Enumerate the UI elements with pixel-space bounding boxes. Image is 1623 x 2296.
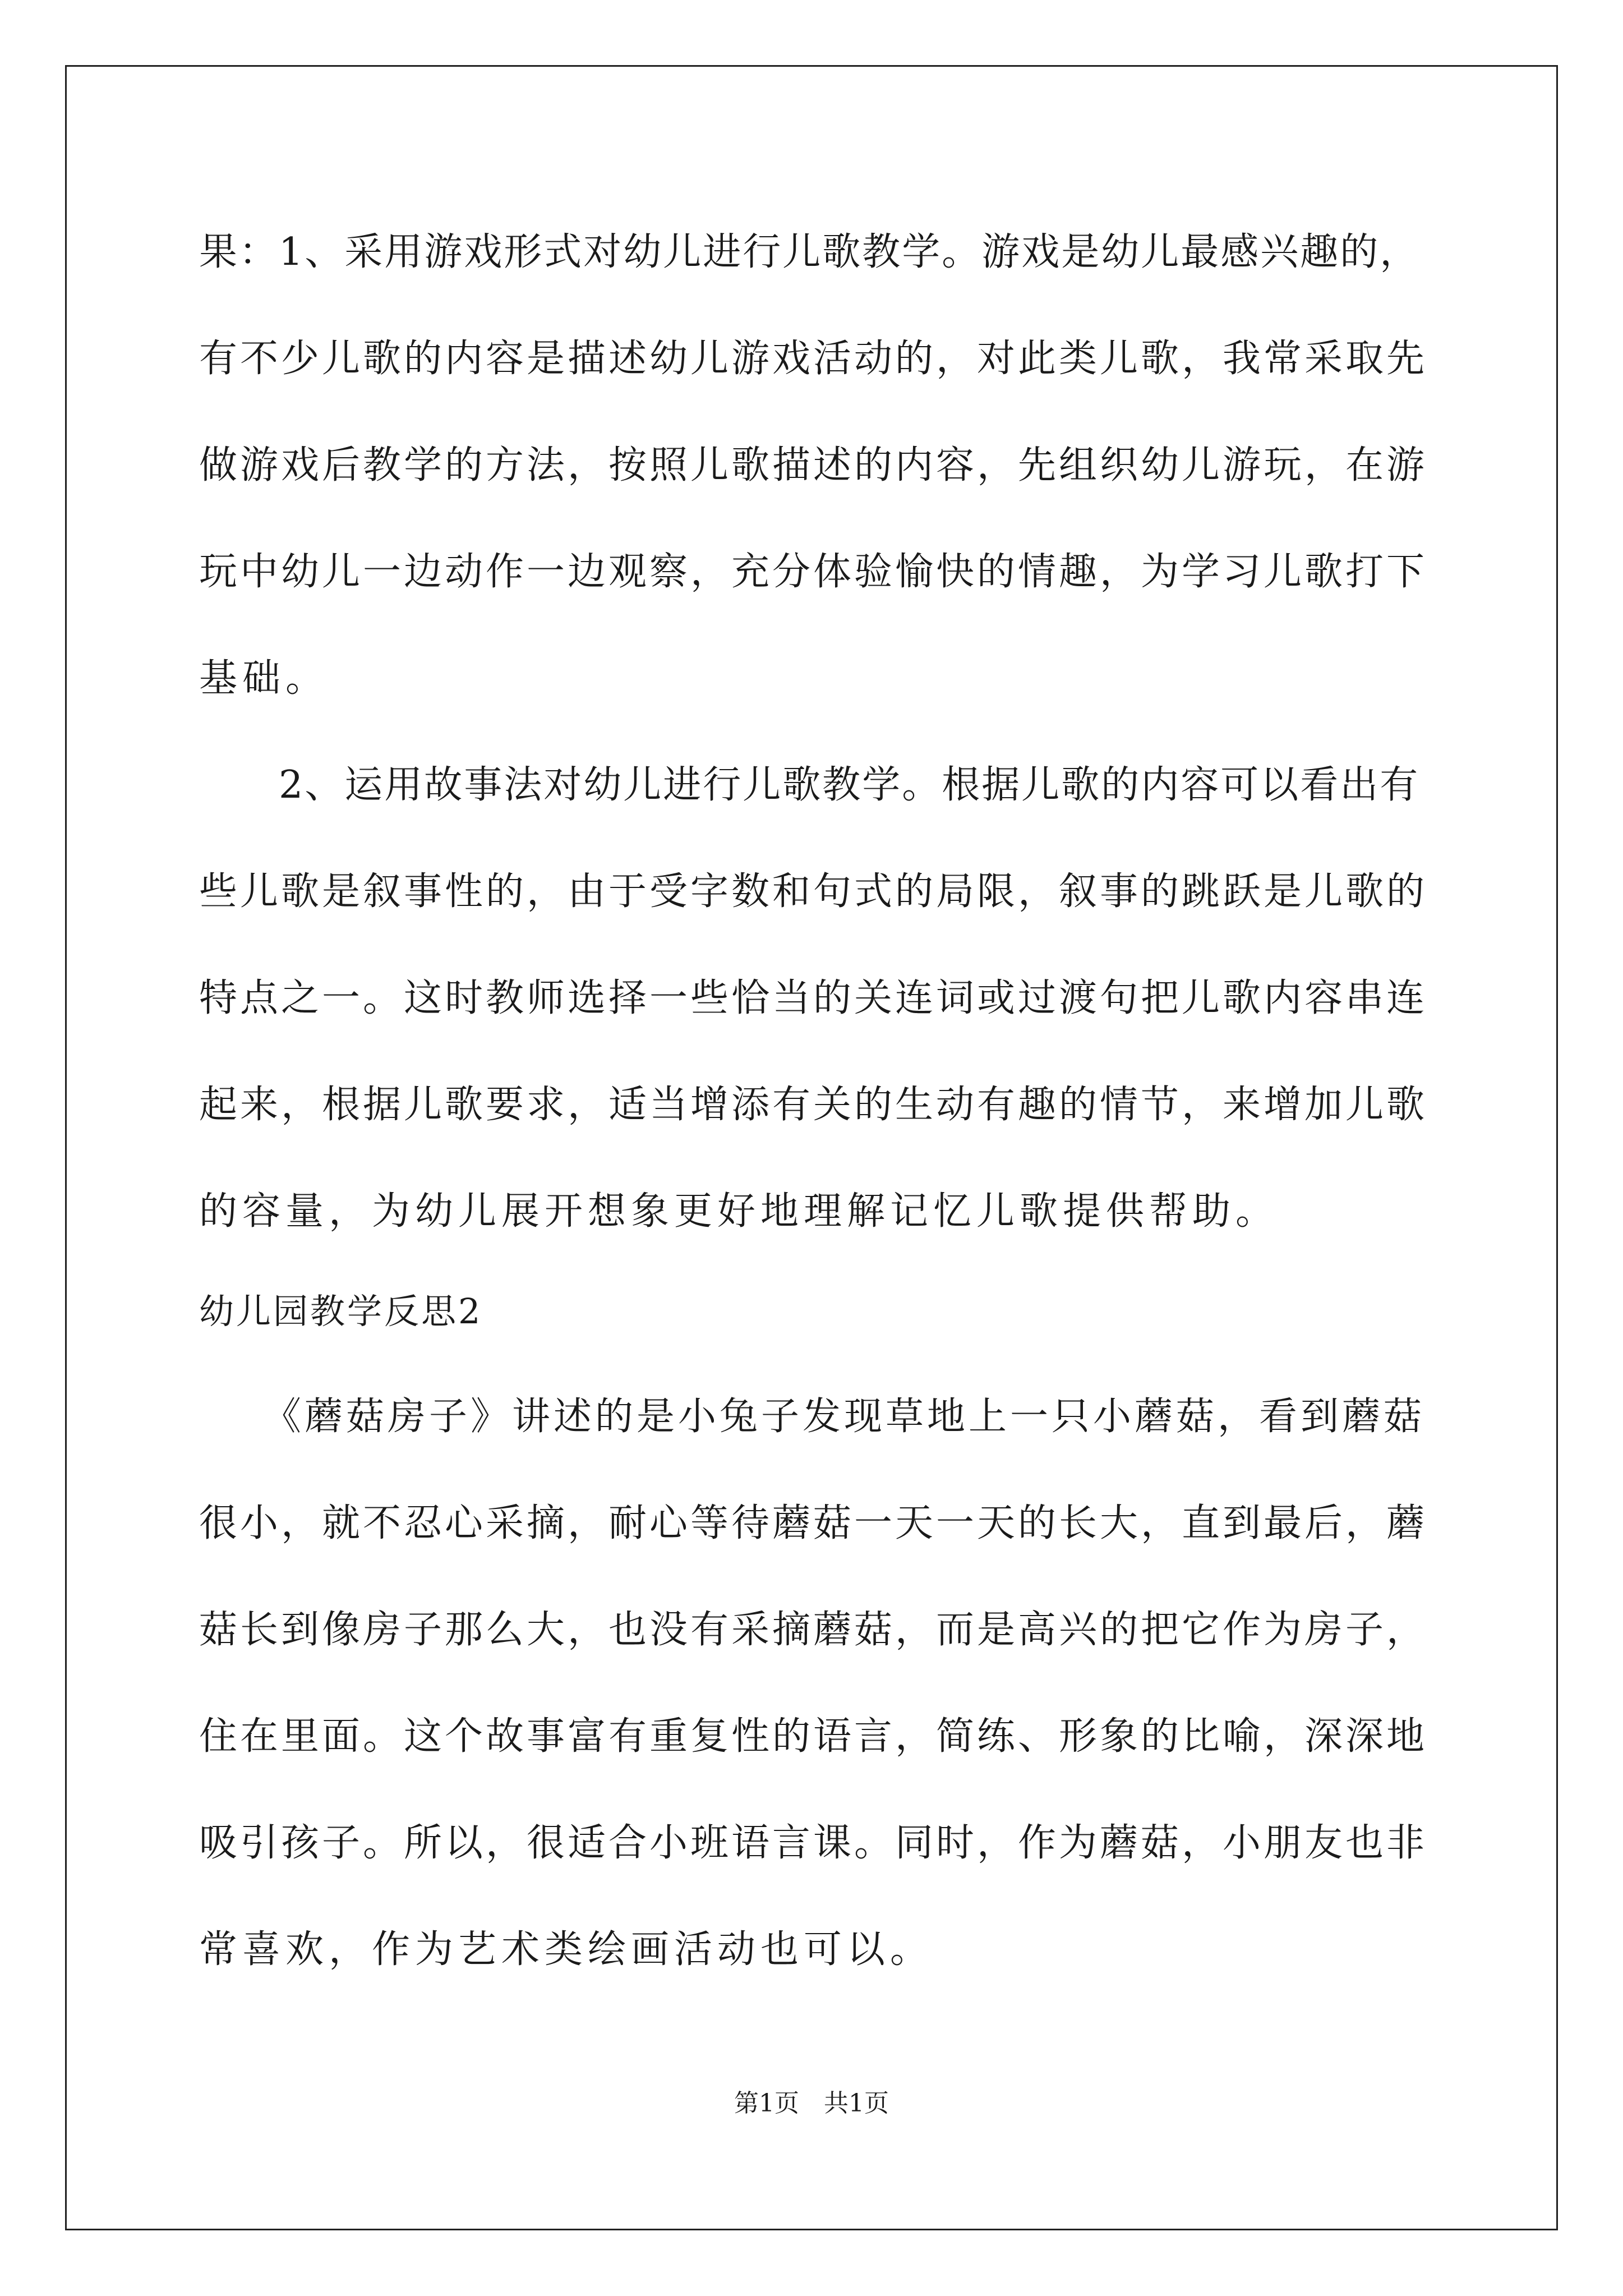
paragraph-line: 的容量，为幼儿展开想象更好地理解记忆儿歌提供帮助。 [199, 1189, 1279, 1234]
paragraph-line: 特点之一。这时教师选择一些恰当的关连词或过渡句把儿歌内容串连 [199, 976, 1428, 1020]
page-border [65, 65, 1558, 2230]
paragraph-line: 有不少儿歌的内容是描述幼儿游戏活动的，对此类儿歌，我常采取先 [199, 337, 1428, 381]
paragraph-line: 住在里面。这个故事富有重复性的语言，简练、形象的比喻，深深地 [199, 1714, 1428, 1759]
paragraph-line: 果：1、采用游戏形式对幼儿进行儿歌教学。游戏是幼儿最感兴趣的， [199, 230, 1420, 274]
paragraph-line: 基础。 [199, 656, 329, 701]
paragraph-line: 做游戏后教学的方法，按照儿歌描述的内容，先组织幼儿游玩，在游 [199, 443, 1428, 487]
paragraph-line: 起来，根据儿歌要求，适当增添有关的生动有趣的情节，来增加儿歌 [199, 1083, 1428, 1127]
paragraph-line: 很小，就不忍心采摘，耐心等待蘑菇一天一天的长大，直到最后，蘑 [199, 1501, 1428, 1545]
paragraph-line: 2、运用故事法对幼儿进行儿歌教学。根据儿歌的内容可以看出有 [199, 763, 1420, 807]
paragraph-line: 些儿歌是叙事性的，由于受字数和句式的局限，叙事的跳跃是儿歌的 [199, 869, 1428, 914]
paragraph-line: 常喜欢，作为艺术类绘画活动也可以。 [199, 1927, 934, 1972]
section-heading: 幼儿园教学反思2 [199, 1291, 483, 1332]
paragraph-line: 吸引孩子。所以，很适合小班语言课。同时，作为蘑菇，小朋友也非 [199, 1821, 1428, 1865]
paragraph-line: 菇长到像房子那么大，也没有采摘蘑菇，而是高兴的把它作为房子， [199, 1608, 1428, 1652]
paragraph-line: 《蘑菇房子》讲述的是小兔子发现草地上一只小蘑菇，看到蘑菇 [199, 1395, 1426, 1439]
page-number-footer: 第1页 共1页 [734, 2089, 889, 2118]
paragraph-line: 玩中幼儿一边动作一边观察，充分体验愉快的情趣，为学习儿歌打下 [199, 550, 1428, 594]
